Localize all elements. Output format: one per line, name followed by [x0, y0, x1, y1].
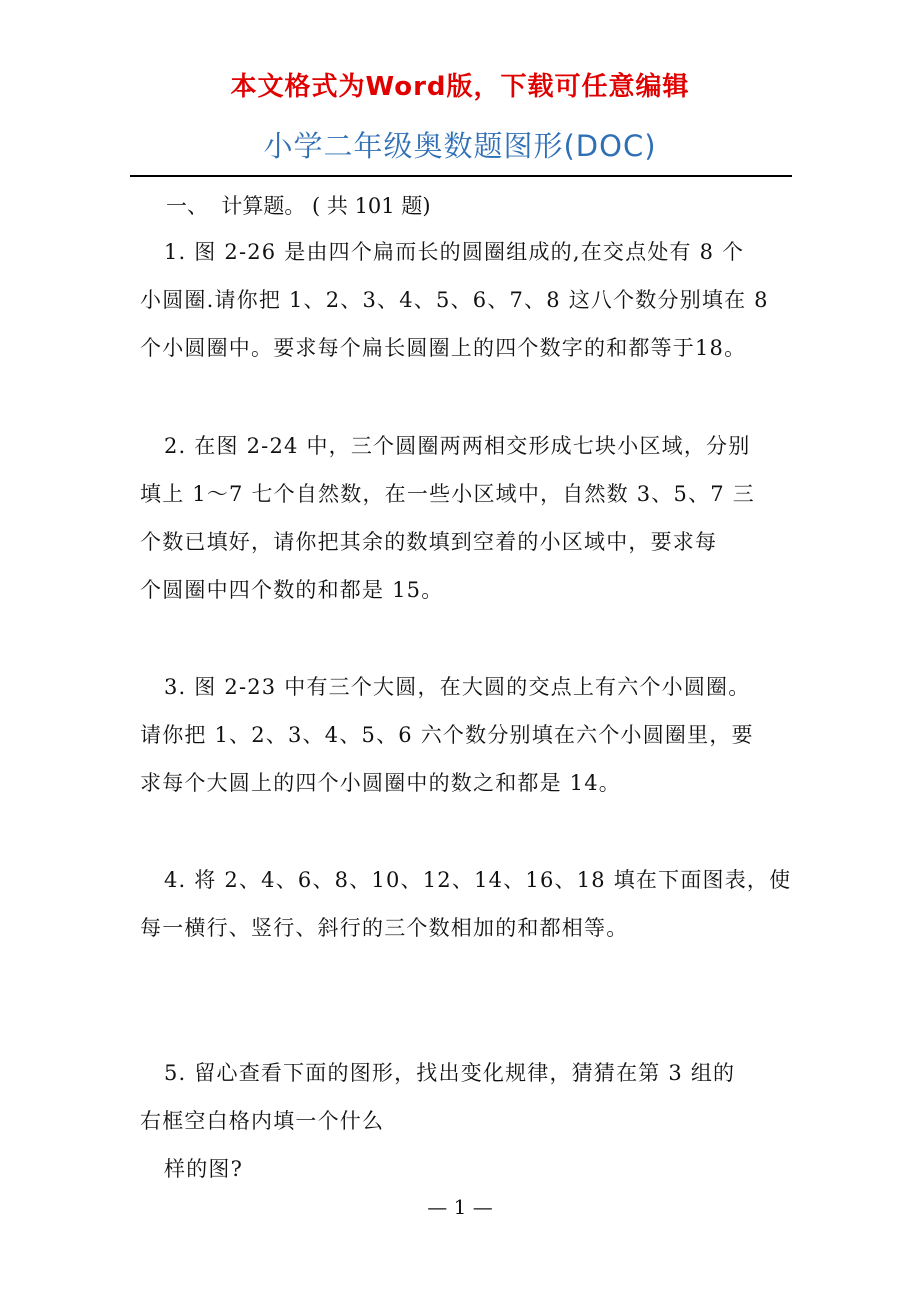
problem-line: 个圆圈中四个数的和都是 15。 — [140, 578, 444, 602]
problem-line: 个小圆圈中。要求每个扁长圆圈上的四个数字的和都等于18。 — [140, 336, 747, 360]
problem-line: 5. 留心查看下面的图形，找出变化规律，猜猜在第 3 组的 — [164, 1061, 736, 1085]
problem-line: 求每个大圆上的四个小圆圈中的数之和都是 14。 — [140, 771, 621, 795]
problem-line: 3. 图 2-23 中有三个大圆，在大圆的交点上有六个小圆圈。 — [164, 675, 751, 699]
problem-3 — [140, 663, 790, 807]
problem-line: 小圆圈.请你把 1、2、3、4、5、6、7、8 这八个数分别填在 8 — [140, 288, 769, 312]
page-number: — 1 — — [427, 1195, 493, 1219]
problem-line: 每一横行、竖行、斜行的三个数相加的和都相等。 — [140, 916, 629, 940]
problem-line: 样的图? — [164, 1157, 244, 1181]
problem-1 — [140, 228, 790, 372]
problem-4 — [140, 856, 790, 952]
problem-line: 个数已填好，请你把其余的数填到空着的小区域中，要求每 — [140, 530, 718, 554]
problem-line: 4. 将 2、4、6、8、10、12、14、16、18 填在下面图表，使 — [164, 868, 792, 892]
problem-line: 右框空白格内填一个什么 — [140, 1109, 385, 1133]
problem-5 — [140, 1049, 790, 1193]
problem-line: 2. 在图 2-24 中，三个圆圈两两相交形成七块小区域，分别 — [164, 434, 751, 458]
document-title: 小学二年级奥数题图形(DOC) — [263, 129, 657, 163]
problem-line: 1. 图 2-26 是由四个扁而长的圆圈组成的,在交点处有 8 个 — [164, 240, 745, 264]
section-heading: 一、 计算题。 ( 共 101 题) — [166, 194, 431, 218]
problem-line: 填上 1～7 七个自然数，在一些小区域中，自然数 3、5、7 三 — [140, 482, 755, 506]
download-banner: 本文格式为Word版，下载可任意编辑 — [230, 72, 690, 102]
problem-line: 请你把 1、2、3、4、5、6 六个数分别填在六个小圆圈里，要 — [140, 723, 754, 747]
title-divider — [130, 175, 792, 177]
problem-2 — [140, 422, 790, 614]
